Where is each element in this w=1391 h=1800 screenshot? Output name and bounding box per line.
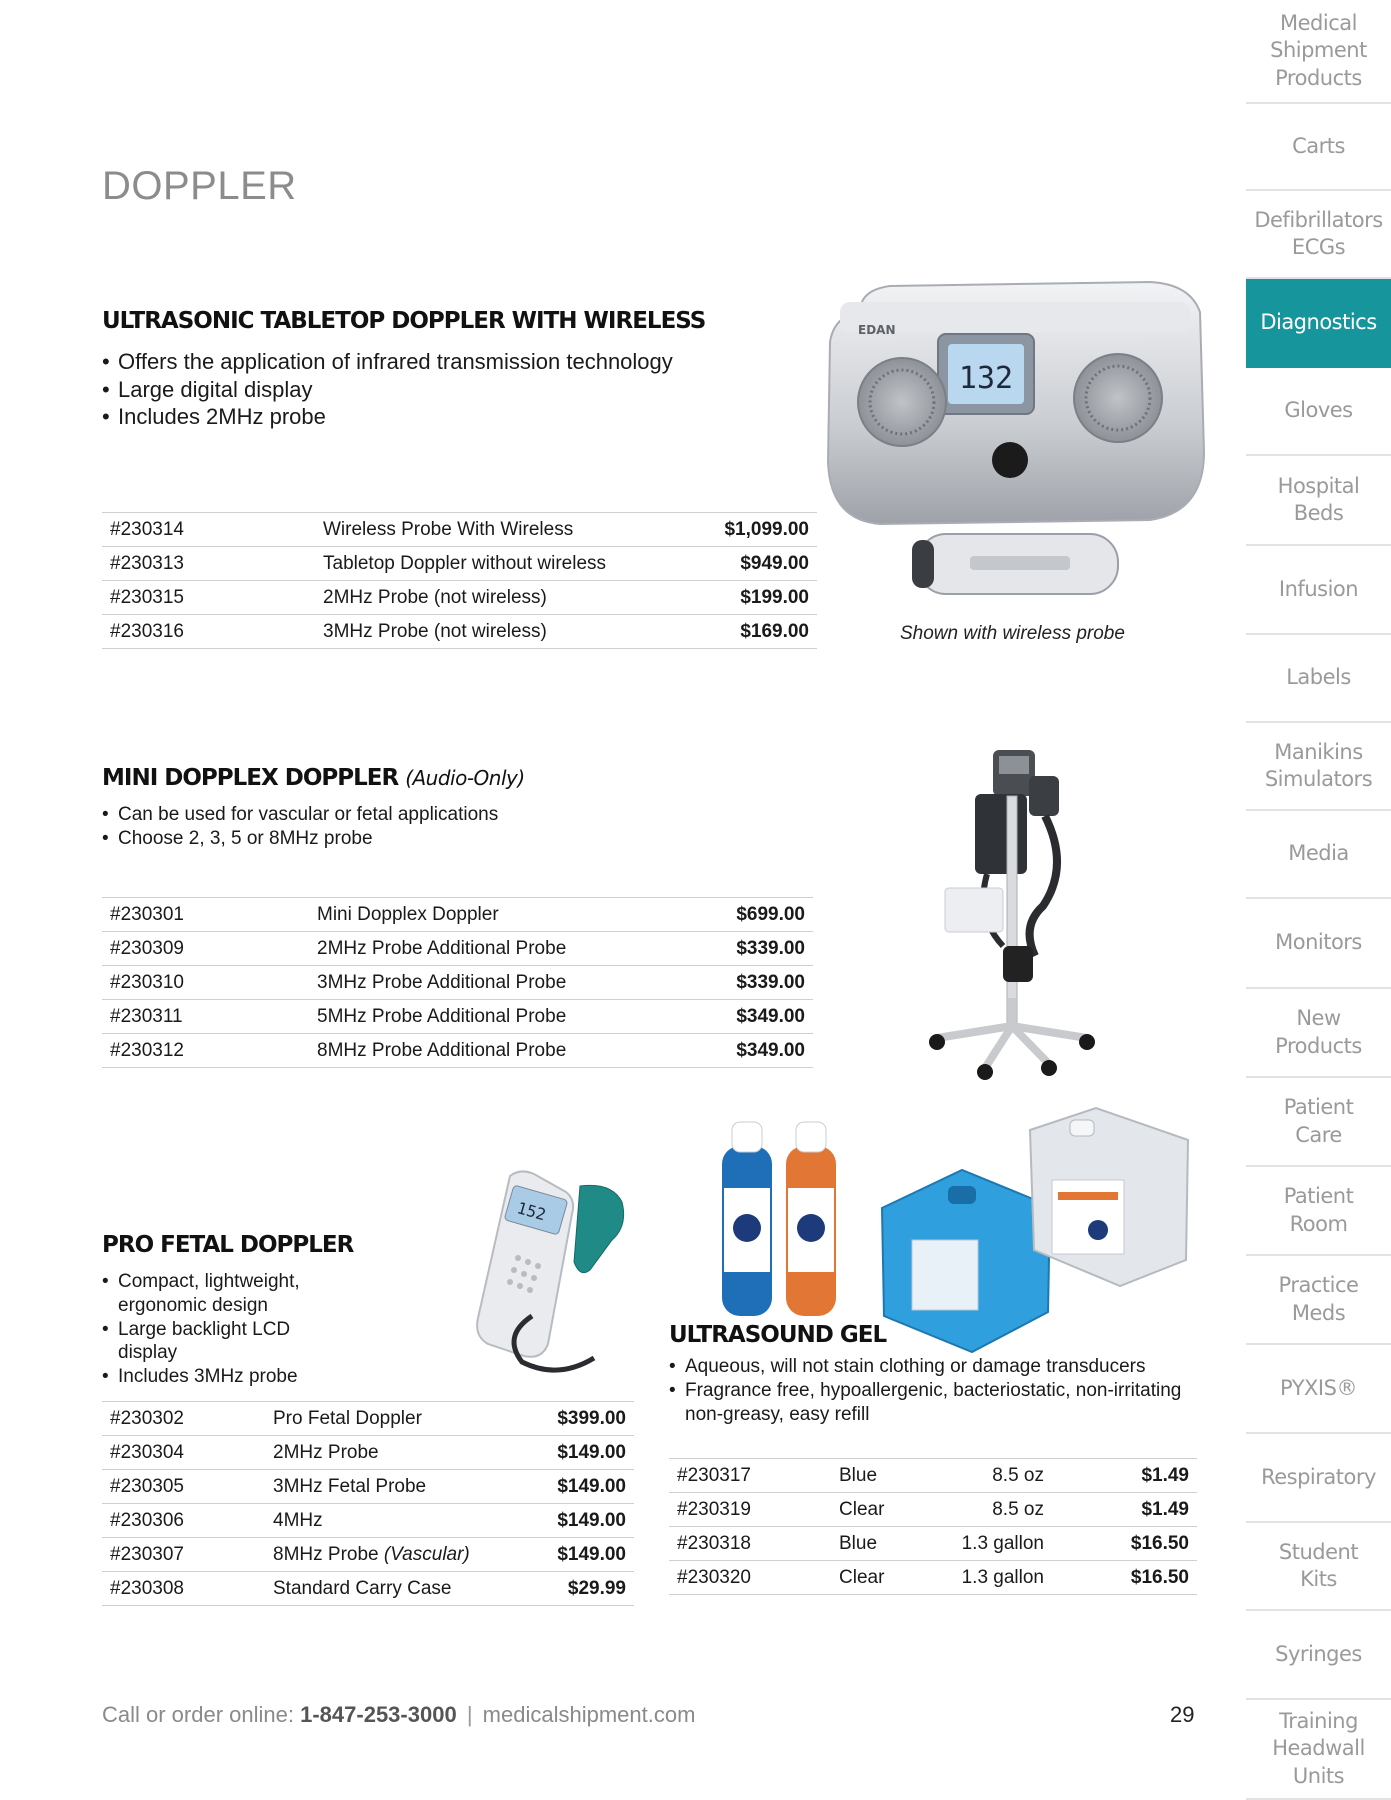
table-row <box>669 1459 1197 1493</box>
cell-desc: Standard Carry Case <box>265 1572 525 1606</box>
cell-desc: Tabletop Doppler without wireless <box>315 547 685 581</box>
page-title: DOPPLER <box>102 164 297 208</box>
sidebar-item-label <box>1279 1539 1358 1594</box>
sidebar-item-label <box>1260 309 1376 336</box>
sidebar-item-line: Patient <box>1283 1095 1354 1120</box>
cell-size: 8.5 oz <box>926 1459 1052 1493</box>
cell-desc: 2MHz Probe (not wireless) <box>315 581 685 615</box>
cell-price: $149.00 <box>525 1470 634 1504</box>
cell-desc: 3MHz Fetal Probe <box>265 1470 525 1504</box>
sidebar-item-label <box>1284 397 1352 424</box>
cell-size: 8.5 oz <box>926 1493 1052 1527</box>
sidebar-item-line: Simulators <box>1264 767 1373 791</box>
fetal-price-table <box>102 1401 634 1606</box>
cell-sku: #230311 <box>102 1000 309 1034</box>
sidebar-item-line: PYXIS® <box>1280 1375 1357 1400</box>
cell-sku: #230314 <box>102 513 315 547</box>
cell-sku: #230305 <box>102 1470 265 1504</box>
cell-price: $149.00 <box>525 1538 634 1572</box>
sidebar-item-line: Student <box>1278 1539 1359 1564</box>
page-number: 29 <box>1170 1702 1195 1727</box>
table-row <box>102 932 813 966</box>
sidebar-item-training-headwall-units[interactable] <box>1246 1700 1391 1800</box>
cell-sku: #230301 <box>102 898 309 932</box>
sidebar-item-student-kits[interactable] <box>1246 1523 1391 1611</box>
sidebar-item-line: Diagnostics <box>1260 309 1377 334</box>
cell-sku: #230317 <box>669 1459 831 1493</box>
cell-price: $349.00 <box>679 1034 813 1068</box>
sidebar-item-label <box>1275 1641 1362 1668</box>
sidebar-item-label <box>1275 1005 1362 1060</box>
cell-color: Clear <box>831 1561 926 1595</box>
sidebar-item-label <box>1279 576 1358 603</box>
cell-price: $399.00 <box>525 1402 634 1436</box>
sidebar-item-label <box>1265 739 1372 794</box>
cell-price: $16.50 <box>1052 1527 1197 1561</box>
footer-phone[interactable]: 1-847-253-3000 <box>300 1702 457 1727</box>
table-row <box>102 1034 813 1068</box>
fetal-title: PRO FETAL DOPPLER <box>102 1232 354 1258</box>
bullet-item: • Large digital display <box>102 376 673 404</box>
table-row <box>102 513 817 547</box>
mini-subtitle: (Audio-Only) <box>405 766 525 790</box>
cell-sku: #230312 <box>102 1034 309 1068</box>
sidebar-item-hospital-beds[interactable] <box>1246 456 1391 546</box>
cell-sku: #230318 <box>669 1527 831 1561</box>
bullet-item: • Choose 2, 3, 5 or 8MHz probe <box>102 827 498 851</box>
table-row <box>102 581 817 615</box>
sidebar-item-carts[interactable] <box>1246 104 1391 191</box>
fetal-display-reading: 152 <box>514 1198 548 1225</box>
cell-desc: 3MHz Probe Additional Probe <box>309 966 679 1000</box>
cell-color: Blue <box>831 1459 926 1493</box>
cell-desc: 2MHz Probe Additional Probe <box>309 932 679 966</box>
sidebar-item-respiratory[interactable] <box>1246 1434 1391 1523</box>
tabletop-price-table <box>102 512 817 649</box>
table-row <box>102 1436 634 1470</box>
sidebar-item-label <box>1292 133 1345 160</box>
ultrasound-gel-image <box>700 1100 1210 1360</box>
sidebar-item-patient-care[interactable] <box>1246 1078 1391 1167</box>
sidebar-item-line: Infusion <box>1278 576 1359 601</box>
sidebar-item-patient-room[interactable] <box>1246 1167 1391 1256</box>
sidebar-item-gloves[interactable] <box>1246 368 1391 456</box>
sidebar-item-label <box>1254 207 1382 262</box>
cell-sku: #230306 <box>102 1504 265 1538</box>
cell-size: 1.3 gallon <box>926 1527 1052 1561</box>
sidebar-item-line: Practice <box>1278 1273 1359 1298</box>
cell-desc: Wireless Probe With Wireless <box>315 513 685 547</box>
cell-desc: 2MHz Probe <box>265 1436 525 1470</box>
cell-price: $1,099.00 <box>685 513 817 547</box>
cell-sku: #230308 <box>102 1572 265 1606</box>
cell-price: $699.00 <box>679 898 813 932</box>
fetal-bullets <box>102 1270 342 1389</box>
sidebar-item-label <box>1286 664 1351 691</box>
sidebar-item-label <box>1288 840 1349 867</box>
mini-doppler-stand-image <box>925 746 1100 1084</box>
tabletop-title: ULTRASONIC TABLETOP DOPPLER WITH WIRELESS <box>102 308 706 334</box>
cell-desc <box>265 1538 525 1572</box>
footer-prefix: Call or order online: <box>102 1702 294 1727</box>
table-row <box>102 547 817 581</box>
table-row <box>102 898 813 932</box>
sidebar-item-label <box>1279 1272 1359 1327</box>
cell-price: $16.50 <box>1052 1561 1197 1595</box>
cell-sku: #230302 <box>102 1402 265 1436</box>
footer-separator: | <box>466 1702 473 1727</box>
cell-desc-text: 8MHz Probe <box>273 1543 379 1565</box>
sidebar-item-label <box>1280 1375 1357 1402</box>
table-row <box>102 966 813 1000</box>
mini-title <box>102 765 525 791</box>
cell-price: $949.00 <box>685 547 817 581</box>
sidebar-item-new-products[interactable] <box>1246 989 1391 1078</box>
cell-price: $1.49 <box>1052 1459 1197 1493</box>
bullet-item: • Compact, lightweight, ergonomic design <box>102 1270 342 1318</box>
cell-price: $349.00 <box>679 1000 813 1034</box>
mini-bullets <box>102 803 498 851</box>
table-row <box>102 1000 813 1034</box>
cell-price: $149.00 <box>525 1436 634 1470</box>
cell-desc: 5MHz Probe Additional Probe <box>309 1000 679 1034</box>
cell-price: $339.00 <box>679 966 813 1000</box>
cell-price: $29.99 <box>525 1572 634 1606</box>
sidebar-item-line: Room <box>1289 1211 1348 1236</box>
cell-price: $1.49 <box>1052 1493 1197 1527</box>
sidebar-item-line: Hospital <box>1277 473 1360 498</box>
display-reading: 132 <box>958 361 1014 396</box>
sidebar-item-line: Labels <box>1286 665 1351 690</box>
sidebar-item-line: Shipment <box>1270 38 1367 63</box>
gel-title: ULTRASOUND GEL <box>669 1322 887 1348</box>
sidebar-item-syringes[interactable] <box>1246 1611 1391 1700</box>
bullet-item: • Aqueous, will not stain clothing or damage transducers <box>669 1355 1199 1379</box>
sidebar-item-media[interactable] <box>1246 811 1391 899</box>
fetal-doppler-image <box>462 1166 650 1388</box>
gel-bullets <box>669 1355 1199 1426</box>
tabletop-doppler-image <box>820 272 1210 622</box>
table-row <box>102 1504 634 1538</box>
cell-desc: 4MHz <box>265 1504 525 1538</box>
category-sidebar <box>1246 0 1391 1800</box>
sidebar-item-label <box>1275 929 1362 956</box>
cell-size: 1.3 gallon <box>926 1561 1052 1595</box>
sidebar-item-line: Respiratory <box>1261 1464 1376 1489</box>
cell-sku: #230304 <box>102 1436 265 1470</box>
bullet-item: • Can be used for vascular or fetal applications <box>102 803 498 827</box>
sidebar-item-line: Beds <box>1293 501 1344 525</box>
sidebar-item-labels[interactable] <box>1246 635 1391 723</box>
bullet-item: • Includes 3MHz probe <box>102 1365 342 1389</box>
sidebar-item-line: Kits <box>1300 1567 1337 1591</box>
bullet-item: • Large backlight LCD display <box>102 1318 342 1366</box>
sidebar-item-line: Medical <box>1280 11 1357 36</box>
sidebar-item-infusion[interactable] <box>1246 546 1391 635</box>
sidebar-item-defibrillators-ecgs[interactable] <box>1246 191 1391 279</box>
sidebar-item-label <box>1272 1708 1365 1790</box>
sidebar-item-line: Media <box>1288 841 1349 866</box>
cell-desc-note: (Vascular) <box>383 1543 470 1565</box>
sidebar-item-label <box>1284 1183 1354 1238</box>
sidebar-item-line: Manikins <box>1274 739 1363 764</box>
cell-sku: #230315 <box>102 581 315 615</box>
sidebar-item-line: Products <box>1275 65 1362 90</box>
table-row <box>102 615 817 649</box>
sidebar-item-line: Products <box>1275 1033 1362 1058</box>
sidebar-item-line: New <box>1296 1006 1341 1031</box>
footer-website[interactable]: medicalshipment.com <box>482 1702 696 1727</box>
bullet-item: • Offers the application of infrared transmission technology <box>102 348 673 376</box>
cell-sku: #230316 <box>102 615 315 649</box>
sidebar-item-line: Monitors <box>1275 930 1362 955</box>
tabletop-image-caption: Shown with wireless probe <box>900 623 1125 644</box>
cell-desc: Pro Fetal Doppler <box>265 1402 525 1436</box>
cell-sku: #230313 <box>102 547 315 581</box>
sidebar-item-line: Training <box>1279 1709 1358 1734</box>
sidebar-item-line: Carts <box>1292 133 1345 158</box>
bullet-item: • Includes 2MHz probe <box>102 403 673 431</box>
cell-price: $169.00 <box>685 615 817 649</box>
table-row <box>669 1493 1197 1527</box>
sidebar-item-manikins-simulators[interactable] <box>1246 723 1391 811</box>
cell-desc: 8MHz Probe Additional Probe <box>309 1034 679 1068</box>
sidebar-item-diagnostics[interactable] <box>1246 279 1391 368</box>
sidebar-item-label <box>1261 1464 1376 1491</box>
sidebar-item-label <box>1278 473 1360 528</box>
table-row <box>102 1470 634 1504</box>
cell-sku: #230307 <box>102 1538 265 1572</box>
mini-title-text: MINI DOPPLEX DOPPLER <box>102 765 399 791</box>
table-row <box>669 1561 1197 1595</box>
sidebar-item-line: Units <box>1292 1763 1345 1788</box>
bullet-item: • Fragrance free, hypoallergenic, bacteriostatic, non-irritating non-greasy, easy refill <box>669 1379 1199 1427</box>
footer-contact <box>102 1702 695 1728</box>
cell-desc: Mini Dopplex Doppler <box>309 898 679 932</box>
table-row <box>102 1402 634 1436</box>
cell-desc: 3MHz Probe (not wireless) <box>315 615 685 649</box>
mini-price-table <box>102 897 813 1068</box>
sidebar-item-label <box>1284 1094 1354 1149</box>
sidebar-item-line: Defibrillators <box>1254 207 1383 232</box>
cell-sku: #230309 <box>102 932 309 966</box>
cell-sku: #230320 <box>669 1561 831 1595</box>
table-row <box>669 1527 1197 1561</box>
cell-price: $149.00 <box>525 1504 634 1538</box>
cell-sku: #230319 <box>669 1493 831 1527</box>
cell-price: $199.00 <box>685 581 817 615</box>
sidebar-item-label <box>1270 10 1367 92</box>
sidebar-item-pyxis[interactable] <box>1246 1345 1391 1434</box>
brand-label: EDAN <box>858 323 896 337</box>
sidebar-item-line: Headwall <box>1272 1736 1365 1761</box>
sidebar-item-practice-meds[interactable] <box>1246 1256 1391 1345</box>
table-row <box>102 1572 634 1606</box>
sidebar-item-line: Meds <box>1291 1300 1346 1325</box>
cell-sku: #230310 <box>102 966 309 1000</box>
table-row <box>102 1538 634 1572</box>
sidebar-item-medical-shipment-products[interactable] <box>1246 0 1391 104</box>
cell-color: Clear <box>831 1493 926 1527</box>
cell-price: $339.00 <box>679 932 813 966</box>
sidebar-item-line: Syringes <box>1275 1641 1362 1666</box>
cell-color: Blue <box>831 1527 926 1561</box>
gel-price-table <box>669 1458 1197 1595</box>
sidebar-item-monitors[interactable] <box>1246 899 1391 989</box>
sidebar-item-line: ECGs <box>1291 235 1346 259</box>
sidebar-item-line: Patient <box>1283 1184 1354 1209</box>
tabletop-bullets <box>102 348 673 431</box>
sidebar-item-line: Care <box>1295 1122 1342 1147</box>
sidebar-item-line: Gloves <box>1284 398 1353 423</box>
